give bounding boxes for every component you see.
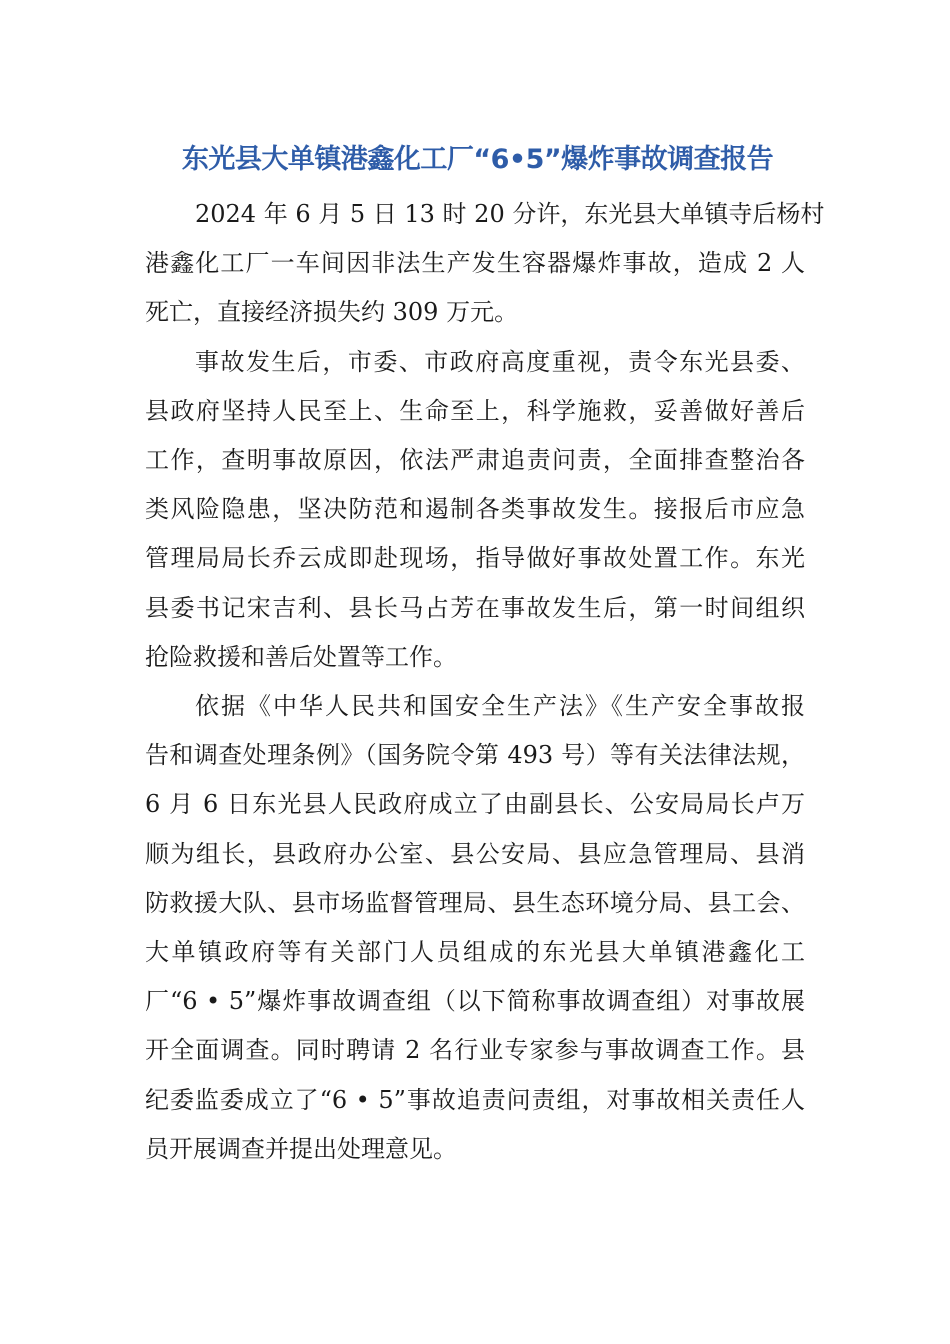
text-line: 依据《中华人民共和国安全生产法》《生产安全事故报 (195, 692, 805, 721)
text-line: 顺为组长，县政府办公室、县公安局、县应急管理局、县消 (145, 839, 805, 868)
text-line: 大单镇政府等有关部门人员组成的东光县大单镇港鑫化工 (145, 938, 805, 967)
text-line: 类风险隐患，坚决防范和遏制各类事故发生。接报后市应急 (145, 495, 805, 524)
text-line: 死亡，直接经济损失约 309 万元。 (145, 298, 519, 327)
text-line: 工作，查明事故原因，依法严肃追责问责，全面排查整治各 (145, 446, 805, 475)
text-line: 防救援大队、县市场监督管理局、县生态环境分局、县工会、 (145, 888, 805, 917)
text-line: 告和调查处理条例》（国务院令第 493 号）等有关法律法规， (145, 741, 805, 770)
text-line: 事故发生后，市委、市政府高度重视，责令东光县委、 (195, 347, 805, 376)
text-line: 县委书记宋吉利、县长马占芳在事故发生后，第一时间组织 (145, 593, 805, 622)
paragraph-incident-summary (145, 190, 825, 338)
text-line: 纪委监委成立了“6 • 5”事故追责问责组，对事故相关责任人 (145, 1085, 805, 1114)
text-line: 厂“6 • 5”爆炸事故调查组（以下简称事故调查组）对事故展 (145, 987, 805, 1016)
paragraph-investigation (145, 682, 805, 1174)
text-line: 抢险救援和善后处置等工作。 (145, 642, 457, 671)
text-line: 港鑫化工厂一车间因非法生产发生容器爆炸事故，造成 2 人 (145, 249, 805, 278)
document-body (145, 190, 825, 1174)
text-line: 管理局局长乔云成即赴现场，指导做好事故处置工作。东光 (145, 544, 805, 573)
paragraph-response (145, 338, 805, 682)
text-line: 6 月 6 日东光县人民政府成立了由副县长、公安局局长卢万 (145, 790, 805, 819)
text-line: 员开展调查并提出处理意见。 (145, 1134, 457, 1163)
text-line: 县政府坚持人民至上、生命至上，科学施救，妥善做好善后 (145, 396, 805, 425)
document-title: 东光县大单镇港鑫化工厂“6•5”爆炸事故调查报告 (181, 144, 774, 175)
text-line: 2024 年 6 月 5 日 13 时 20 分许，东光县大单镇寺后杨村 (195, 200, 825, 228)
text-line: 开全面调查。同时聘请 2 名行业专家参与事故调查工作。县 (145, 1036, 805, 1065)
